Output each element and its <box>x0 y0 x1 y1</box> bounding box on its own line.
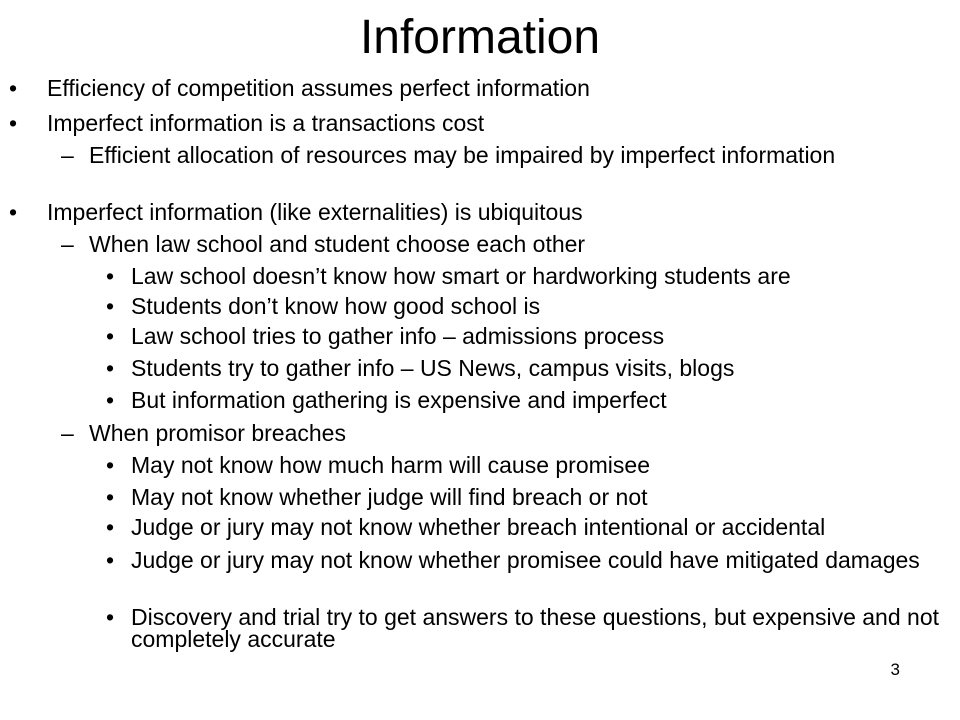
bullet-text: Judge or jury may not know whether breach intentional or accidental <box>131 514 826 540</box>
bullet-text: Law school tries to gather info – admissions process <box>131 323 665 349</box>
sub-sub-bullet-item <box>106 293 951 319</box>
sub-sub-bullet-item <box>106 514 951 540</box>
bullet-marker: • <box>106 484 115 510</box>
sub-bullet-item <box>61 142 939 168</box>
sub-sub-bullet-item <box>106 484 951 510</box>
bullet-text: Students don’t know how good school is <box>131 293 541 319</box>
dash-marker: – <box>61 142 74 168</box>
sub-sub-bullet-item <box>106 323 951 349</box>
bullet-text: Imperfect information (like externalities) is ubiquitous <box>47 199 583 225</box>
dash-marker: – <box>61 231 74 257</box>
bullet-text: Efficient allocation of resources may be impaired by imperfect information <box>89 142 836 168</box>
bullet-marker: • <box>9 199 18 225</box>
bullet-marker: • <box>106 604 115 630</box>
bullet-marker: • <box>106 514 115 540</box>
bullet-text: Students try to gather info – US News, campus visits, blogs <box>131 355 735 381</box>
bullet-text: Efficiency of competition assumes perfect information <box>47 75 590 101</box>
bullet-text: When promisor breaches <box>89 420 346 446</box>
sub-sub-bullet-item <box>106 263 951 289</box>
bullet-marker: • <box>9 75 18 101</box>
bullet-text: Imperfect information is a transactions cost <box>47 110 485 136</box>
bullet-marker: • <box>106 547 115 573</box>
bullet-marker: • <box>106 263 115 289</box>
bullet-marker: • <box>106 323 115 349</box>
bullet-text: May not know whether judge will find breach or not <box>131 484 648 510</box>
bullet-item <box>9 199 947 225</box>
bullet-marker: • <box>106 387 115 413</box>
bullet-marker: • <box>9 110 18 136</box>
bullet-marker: • <box>106 293 115 319</box>
bullet-text: Law school doesn’t know how smart or hardworking students are <box>131 263 791 289</box>
sub-bullet-item <box>61 231 939 257</box>
bullet-text: May not know how much harm will cause promisee <box>131 452 650 478</box>
sub-sub-bullet-item <box>106 387 951 413</box>
page-number: 3 <box>890 660 900 679</box>
sub-sub-bullet-item <box>106 452 951 478</box>
bullet-item <box>9 75 947 101</box>
bullet-text: Discovery and trial try to get answers to these questions, but expensive and not completely accurate <box>131 604 939 652</box>
bullet-text: But information gathering is expensive and imperfect <box>131 387 667 413</box>
sub-bullet-item <box>61 420 939 446</box>
dash-marker: – <box>61 420 74 446</box>
sub-sub-bullet-item <box>106 355 951 381</box>
bullet-marker: • <box>106 355 115 381</box>
bullet-marker: • <box>106 452 115 478</box>
bullet-text: When law school and student choose each other <box>89 231 586 257</box>
slide-title: Information <box>359 11 601 64</box>
sub-sub-bullet-item <box>106 547 951 573</box>
sub-sub-bullet-item <box>106 604 951 652</box>
bullet-item <box>9 110 947 136</box>
bullet-text: Judge or jury may not know whether promisee could have mitigated damages <box>131 547 920 573</box>
